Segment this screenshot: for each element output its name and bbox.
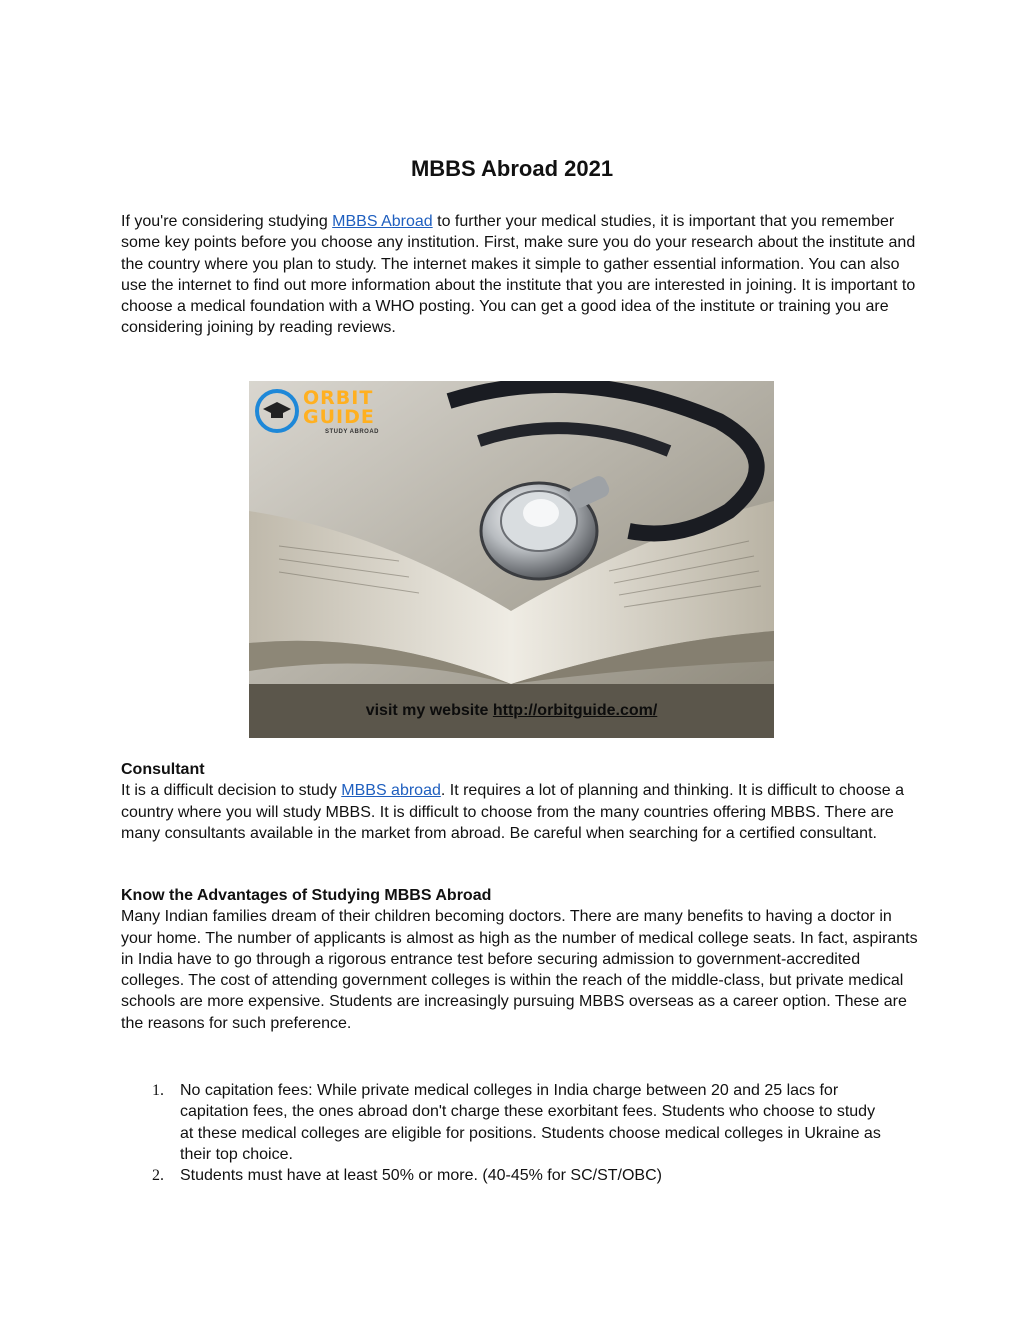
mbbs-abroad-link[interactable]: MBBS Abroad xyxy=(332,213,433,230)
intro-text-start: If you're considering studying xyxy=(121,213,333,230)
graduation-cap-icon xyxy=(255,389,299,433)
consultant-text-end: . It requires a lot of planning and thinking. It is difficult to choose a country where you will study MBBS. It is difficult to choose from the many countries offering MBBS. There are many consultants available in the market from abroad. Be careful when searching for a certified consultant. xyxy=(121,782,904,842)
list-item-text: No capitation fees: While private medical colleges in India charge between 20 and 25 lacs for capitation fees, the ones abroad don't charge these exorbitant fees. Students who choose to study at these medical colleges are eligible for positions. Students choose medical colleges in Ukraine as their top choice. xyxy=(180,1082,881,1163)
banner-text: visit my website xyxy=(365,702,493,719)
mbbs-abroad-link-2[interactable]: MBBS abroad xyxy=(341,782,441,800)
orbit-guide-logo xyxy=(255,387,385,441)
intro-text-end: to further your medical studies, it is important that you remember some key points before you choose any institution. First, make sure you do your research about the institute and the country where you plan to study. The internet makes it simple to gather essential information. You can also use the internet to find out more information about the institute that you are interested in joining. It is important to choose a medical foundation with a WHO posting. You can get a good idea of the institute or training you are considering joining by reading reviews. xyxy=(121,213,916,337)
list-number: 2. xyxy=(152,1167,164,1185)
list-item xyxy=(152,1080,892,1165)
list-item xyxy=(152,1165,892,1186)
banner-website-link[interactable]: http://orbitguide.com/ xyxy=(492,702,658,719)
website-banner xyxy=(249,684,774,738)
page-title: MBBS Abroad 2021 xyxy=(410,156,614,181)
advantages-section xyxy=(121,885,921,1034)
logo-line-2: GUIDE xyxy=(303,406,375,428)
consultant-heading: Consultant xyxy=(121,761,205,778)
stethoscope-book-image xyxy=(249,381,774,738)
logo-tagline: STUDY ABROAD xyxy=(325,429,380,435)
consultant-text-start: It is a difficult decision to study xyxy=(121,782,342,800)
logo-line-1: ORBIT xyxy=(303,387,374,409)
list-number: 1. xyxy=(152,1082,164,1099)
logo-wordmark xyxy=(303,389,375,427)
list-item-text: Students must have at least 50% or more. (40-45% for SC/ST/OBC) xyxy=(180,1167,662,1185)
advantages-heading: Know the Advantages of Studying MBBS Abroad xyxy=(121,887,492,904)
advantages-body: Many Indian families dream of their children becoming doctors. There are many benefits to having a doctor in your home. The number of applicants is almost as high as the number of medical college seats. In fact, aspirants in India have to go through a rigorous entrance test before securing admission to government-accredited colleges. The cost of attending government colleges is within the reach of the middle-class, but private medical schools are more expensive. Students are increasingly pursuing MBBS overseas as a career option. These are the reasons for such preference. xyxy=(121,908,918,1032)
consultant-section xyxy=(121,759,921,844)
intro-paragraph xyxy=(121,211,921,339)
advantages-list xyxy=(152,1080,892,1186)
